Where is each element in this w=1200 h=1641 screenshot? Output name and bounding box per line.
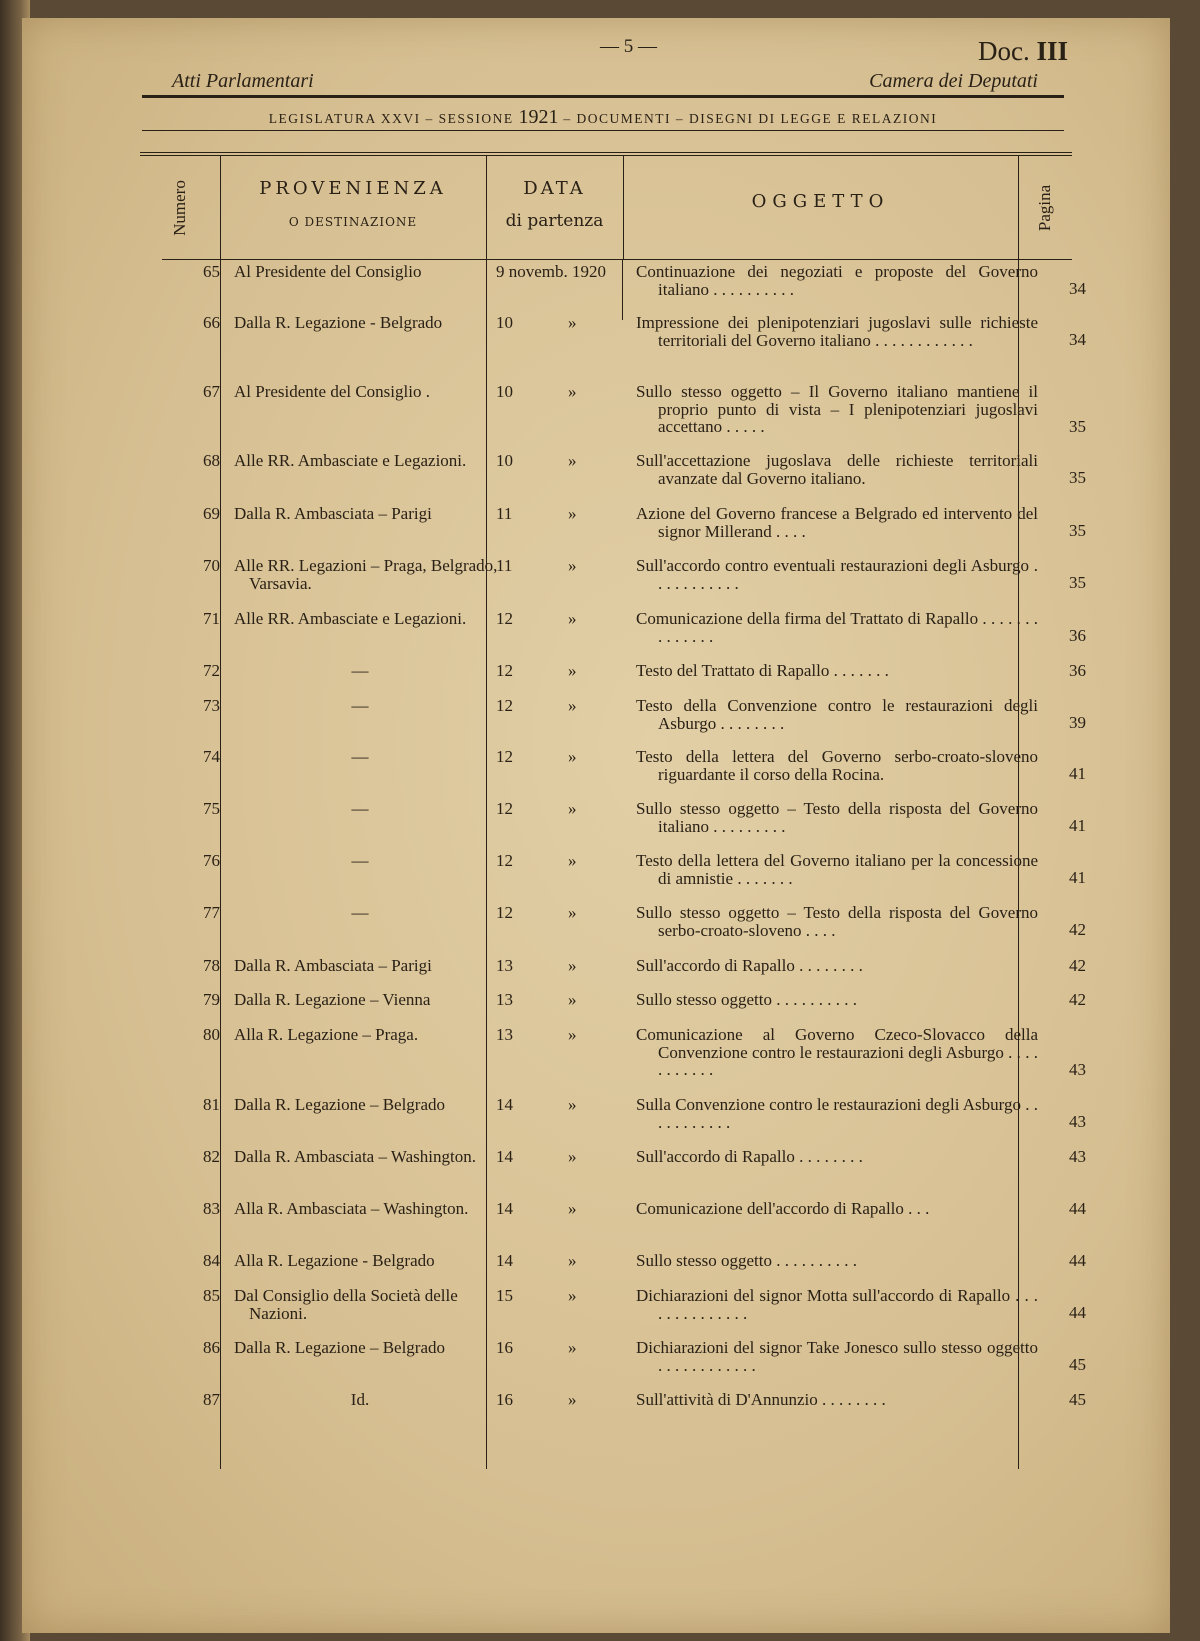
row-provenance: Alla R. Ambasciata – Washington. (234, 1199, 469, 1218)
row-provenance: Alle RR. Ambasciate e Legazioni. (234, 451, 467, 470)
row-number: 75 (203, 799, 220, 818)
row-date-ditto: » (568, 661, 577, 680)
row-number: 84 (203, 1251, 220, 1270)
row-provenance: Alla R. Legazione – Praga. (234, 1025, 419, 1044)
row-subject: Sullo stesso oggetto . . . . . . . . . . (636, 990, 858, 1009)
row-provenance: Al Presidente del Consiglio (234, 262, 422, 281)
row-number: 71 (203, 609, 220, 628)
row-page: 36 (1069, 626, 1086, 645)
row-subject: Sullo stesso oggetto – Il Governo italiano mantiene il proprio punto di vista – I plenipotenziari jugoslavi accettano . . . . . (636, 382, 1038, 436)
row-date-ditto: » (568, 382, 577, 401)
row-subject: Sullo stesso oggetto – Testo della risposta del Governo serbo-croato-sloveno . . . . (636, 903, 1038, 940)
document-page (22, 18, 1170, 1633)
row-date-ditto: » (568, 1286, 577, 1305)
row-date-ditto: » (568, 851, 577, 870)
row-number: 81 (203, 1095, 220, 1114)
row-date-ditto: » (568, 609, 577, 628)
row-date-day: 11 (496, 556, 513, 575)
row-page: 39 (1069, 713, 1086, 732)
row-page: 34 (1069, 279, 1086, 298)
row-date-day: 16 (496, 1390, 513, 1409)
row-number: 70 (203, 556, 220, 575)
column-header-data: DATA di partenza (505, 178, 604, 231)
row-date-ditto: » (568, 451, 577, 470)
row-date-ditto: » (568, 1338, 577, 1357)
column-divider (623, 156, 624, 260)
row-number: 86 (203, 1338, 220, 1357)
row-subject: Continuazione dei negoziati e proposte del Governo italiano . . . . . . . . . . (636, 262, 1038, 299)
row-page: 41 (1069, 868, 1086, 887)
row-date-ditto: » (568, 1199, 577, 1218)
row-subject: Sull'accordo contro eventuali restaurazioni degli Asburgo . . . . . . . . . . . (636, 556, 1038, 593)
row-provenance: — (351, 903, 369, 922)
row-page: 44 (1069, 1303, 1086, 1322)
row-number: 67 (203, 382, 220, 401)
doc-number: III (1036, 36, 1068, 66)
row-number: 87 (203, 1390, 220, 1409)
legislature-right: – DOCUMENTI – DISEGNI DI LEGGE E RELAZIONI (563, 111, 938, 126)
doc-reference (978, 36, 1068, 67)
row-date-day: 12 (496, 696, 513, 715)
row-date-ditto: » (568, 903, 577, 922)
row-date-ditto: » (568, 799, 577, 818)
session-year: 1921 (518, 106, 559, 128)
row-number: 66 (203, 313, 220, 332)
row-date-ditto: » (568, 1095, 577, 1114)
row-subject: Testo della lettera del Governo italiano per la concessione di amnistie . . . . . . . (636, 851, 1038, 888)
header-rule (142, 95, 1064, 98)
row-subject: Sulla Convenzione contro le restaurazioni degli Asburgo . . . . . . . . . . . (636, 1095, 1038, 1132)
row-date-day: 11 (496, 504, 513, 523)
row-date-day: 10 (496, 313, 513, 332)
legislature-left: LEGISLATURA XXVI – SESSIONE (268, 111, 514, 126)
row-page: 35 (1069, 573, 1086, 592)
subheader-rule (142, 130, 1064, 131)
row-date-ditto: » (568, 956, 577, 975)
row-number: 77 (203, 903, 220, 922)
row-number: 78 (203, 956, 220, 975)
row-number: 80 (203, 1025, 220, 1044)
row-provenance: Id. (350, 1390, 370, 1409)
row-number: 79 (203, 990, 220, 1009)
row-date-ditto: » (568, 696, 577, 715)
page-number: — 5 — (600, 36, 657, 57)
row-date-day: 12 (496, 799, 513, 818)
row-date-ditto: » (568, 556, 577, 575)
column-header-numero: Numero (170, 180, 189, 236)
row-date-ditto: » (568, 1390, 577, 1409)
row-provenance: — (351, 799, 369, 818)
row-page: 36 (1069, 661, 1086, 680)
running-title-right: Camera dei Deputati (869, 70, 1038, 92)
row-subject: Sull'accordo di Rapallo . . . . . . . . (636, 956, 863, 975)
row-subject: Azione del Governo francese a Belgrado ed intervento del signor Millerand . . . . (636, 504, 1038, 541)
row-date-ditto: » (568, 990, 577, 1009)
row-date-ditto: » (568, 313, 577, 332)
row-number: 65 (203, 262, 220, 281)
column-divider (622, 260, 623, 320)
row-page: 42 (1069, 990, 1086, 1009)
row-date-ditto: » (568, 1025, 577, 1044)
row-page: 35 (1069, 468, 1086, 487)
row-provenance: — (351, 696, 369, 715)
running-title-left: Atti Parlamentari (172, 70, 314, 92)
row-date-ditto: » (568, 1147, 577, 1166)
row-subject: Sullo stesso oggetto . . . . . . . . . . (636, 1251, 858, 1270)
row-provenance: Alle RR. Legazioni – Praga, Belgrado, Varsavia. (234, 556, 498, 593)
row-date-day: 12 (496, 851, 513, 870)
row-page: 35 (1069, 521, 1086, 540)
row-subject: Dichiarazioni del signor Motta sull'accordo di Rapallo . . . . . . . . . . . . . . (636, 1286, 1038, 1323)
row-number: 74 (203, 747, 220, 766)
row-date-day: 15 (496, 1286, 513, 1305)
row-provenance: Dal Consiglio della Società delle Nazioni. (234, 1286, 458, 1323)
row-page: 43 (1069, 1112, 1086, 1131)
row-date-ditto: » (568, 1251, 577, 1270)
legislature-line (142, 106, 1064, 129)
row-subject: Comunicazione al Governo Czeco-Slovacco della Convenzione contro le restaurazioni degli Asburgo . . . . . . . . . . . (636, 1025, 1038, 1079)
row-provenance: — (351, 747, 369, 766)
doc-label: Doc. (977, 36, 1030, 66)
row-provenance: — (351, 661, 369, 680)
row-provenance: — (351, 851, 369, 870)
row-date-day: 12 (496, 661, 513, 680)
row-number: 69 (203, 504, 220, 523)
row-subject: Comunicazione della firma del Trattato di Rapallo . . . . . . . . . . . . . . (636, 609, 1038, 646)
row-subject: Comunicazione dell'accordo di Rapallo . . . (636, 1199, 930, 1218)
column-divider (486, 156, 487, 1469)
row-date-day: 13 (496, 956, 513, 975)
row-provenance: Dalla R. Legazione – Belgrado (234, 1095, 446, 1114)
row-number: 72 (203, 661, 220, 680)
row-date-day: 14 (496, 1251, 513, 1270)
row-date-day: 12 (496, 747, 513, 766)
row-number: 82 (203, 1147, 220, 1166)
row-subject: Sull'accettazione jugoslava delle richieste territoriali avanzate dal Governo italiano. (636, 451, 1038, 488)
row-provenance: Alla R. Legazione - Belgrado (234, 1251, 435, 1270)
row-page: 42 (1069, 920, 1086, 939)
row-page: 45 (1069, 1390, 1086, 1409)
row-page: 35 (1069, 417, 1086, 436)
row-subject: Sull'attività di D'Annunzio . . . . . . . . (636, 1390, 886, 1409)
row-page: 41 (1069, 816, 1086, 835)
row-subject: Sullo stesso oggetto – Testo della risposta del Governo italiano . . . . . . . . . (636, 799, 1038, 836)
header-bottom-rule (162, 259, 1072, 260)
column-header-provenienza: PROVENIENZA O DESTINAZIONE (259, 178, 447, 229)
row-date-day: 14 (496, 1147, 513, 1166)
row-date-ditto: » (568, 504, 577, 523)
row-subject: Testo della lettera del Governo serbo-croato-sloveno riguardante il corso della Rocina. (636, 747, 1038, 784)
row-provenance: Dalla R. Legazione - Belgrado (234, 313, 443, 332)
row-date-day: 16 (496, 1338, 513, 1357)
row-provenance: Alle RR. Ambasciate e Legazioni. (234, 609, 467, 628)
row-number: 73 (203, 696, 220, 715)
row-date-day: 12 (496, 609, 513, 628)
row-date-day: 14 (496, 1095, 513, 1114)
row-page: 42 (1069, 956, 1086, 975)
row-provenance: Dalla R. Legazione – Belgrado (234, 1338, 446, 1357)
row-provenance: Dalla R. Ambasciata – Parigi (234, 956, 432, 975)
row-subject: Dichiarazioni del signor Take Jonesco sullo stesso oggetto . . . . . . . . . . . . (636, 1338, 1038, 1375)
row-provenance: Al Presidente del Consiglio . (234, 382, 430, 401)
row-number: 83 (203, 1199, 220, 1218)
column-divider (220, 156, 221, 1469)
row-number: 85 (203, 1286, 220, 1305)
row-page: 44 (1069, 1199, 1086, 1218)
row-subject: Sull'accordo di Rapallo . . . . . . . . (636, 1147, 863, 1166)
row-date-day: 13 (496, 990, 513, 1009)
row-provenance: Dalla R. Ambasciata – Washington. (234, 1147, 476, 1166)
column-header-oggetto: OGGETTO (751, 191, 890, 212)
row-subject: Testo della Convenzione contro le restaurazioni degli Asburgo . . . . . . . . (636, 696, 1038, 733)
row-page: 41 (1069, 764, 1086, 783)
row-page: 43 (1069, 1147, 1086, 1166)
row-provenance: Dalla R. Legazione – Vienna (234, 990, 431, 1009)
row-number: 76 (203, 851, 220, 870)
row-page: 45 (1069, 1355, 1086, 1374)
row-subject: Testo del Trattato di Rapallo . . . . . . . (636, 661, 889, 680)
row-date-day: 10 (496, 451, 513, 470)
row-page: 43 (1069, 1060, 1086, 1079)
row-date-day: 9 novemb. 1920 (496, 262, 607, 281)
column-header-pagina: Pagina (1035, 184, 1054, 232)
row-provenance: Dalla R. Ambasciata – Parigi (234, 504, 432, 523)
row-subject: Impressione dei plenipotenziari jugoslavi sulle richieste territoriali del Governo italiano . . . . . . . . . . . . (636, 313, 1038, 350)
row-date-day: 10 (496, 382, 513, 401)
row-number: 68 (203, 451, 220, 470)
row-page: 34 (1069, 330, 1086, 349)
row-date-day: 13 (496, 1025, 513, 1044)
row-date-day: 12 (496, 903, 513, 922)
row-page: 44 (1069, 1251, 1086, 1270)
row-date-day: 14 (496, 1199, 513, 1218)
row-date-ditto: » (568, 747, 577, 766)
